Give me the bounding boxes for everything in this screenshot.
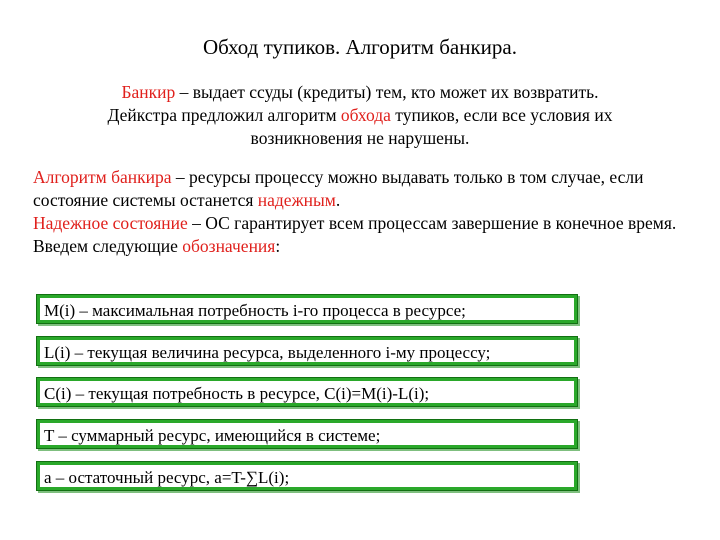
notation-term: обозначения <box>182 236 276 256</box>
intro-text-2: Дейкстра предложил алгоритм <box>107 105 341 125</box>
banker-term: Банкир <box>121 82 176 102</box>
definition-box-t <box>36 419 578 449</box>
definition-text-a: a – остаточный ресурс, a=T-∑L(i); <box>44 468 290 487</box>
intro-text-3: тупиков, если все условия их возникновения не нарушены. <box>250 105 613 148</box>
page-title: Обход тупиков. Алгоритм банкира. <box>203 35 517 59</box>
definition-box-c <box>36 377 578 407</box>
definition-text-c: C(i) – текущая потребность в ресурсе, C(i)=M(i)-L(i); <box>44 384 430 403</box>
definition-paragraph <box>33 166 683 258</box>
definition-text-l: L(i) – текущая величина ресурса, выделенного i-му процессу; <box>44 343 491 362</box>
intro-text-1: – выдает ссуды (кредиты) тем, кто может их возвратить. <box>175 82 599 102</box>
safe-state-text: – ОС гарантирует всем процессам завершение в конечное время. <box>187 213 677 233</box>
bypass-term: обхода <box>340 105 391 125</box>
intro-paragraph <box>60 81 660 150</box>
algo-term: Алгоритм банкира <box>33 167 172 187</box>
safe-term: надежным <box>257 190 336 210</box>
algo-text-2: . <box>335 190 341 210</box>
notation-colon: : <box>275 236 281 256</box>
definition-box-m <box>36 294 578 324</box>
notation-intro: Введем следующие <box>33 236 183 256</box>
definition-box-l <box>36 336 578 366</box>
definition-box-a <box>36 461 578 491</box>
definition-text-t: T – суммарный ресурс, имеющийся в системе; <box>44 426 381 445</box>
algo-text-1: – ресурсы процессу можно выдавать только в том случае, если состояние системы останется <box>33 167 644 210</box>
safe-state-term: Надежное состояние <box>33 213 188 233</box>
definition-text-m: M(i) – максимальная потребность i-го процесса в ресурсе; <box>44 301 466 320</box>
